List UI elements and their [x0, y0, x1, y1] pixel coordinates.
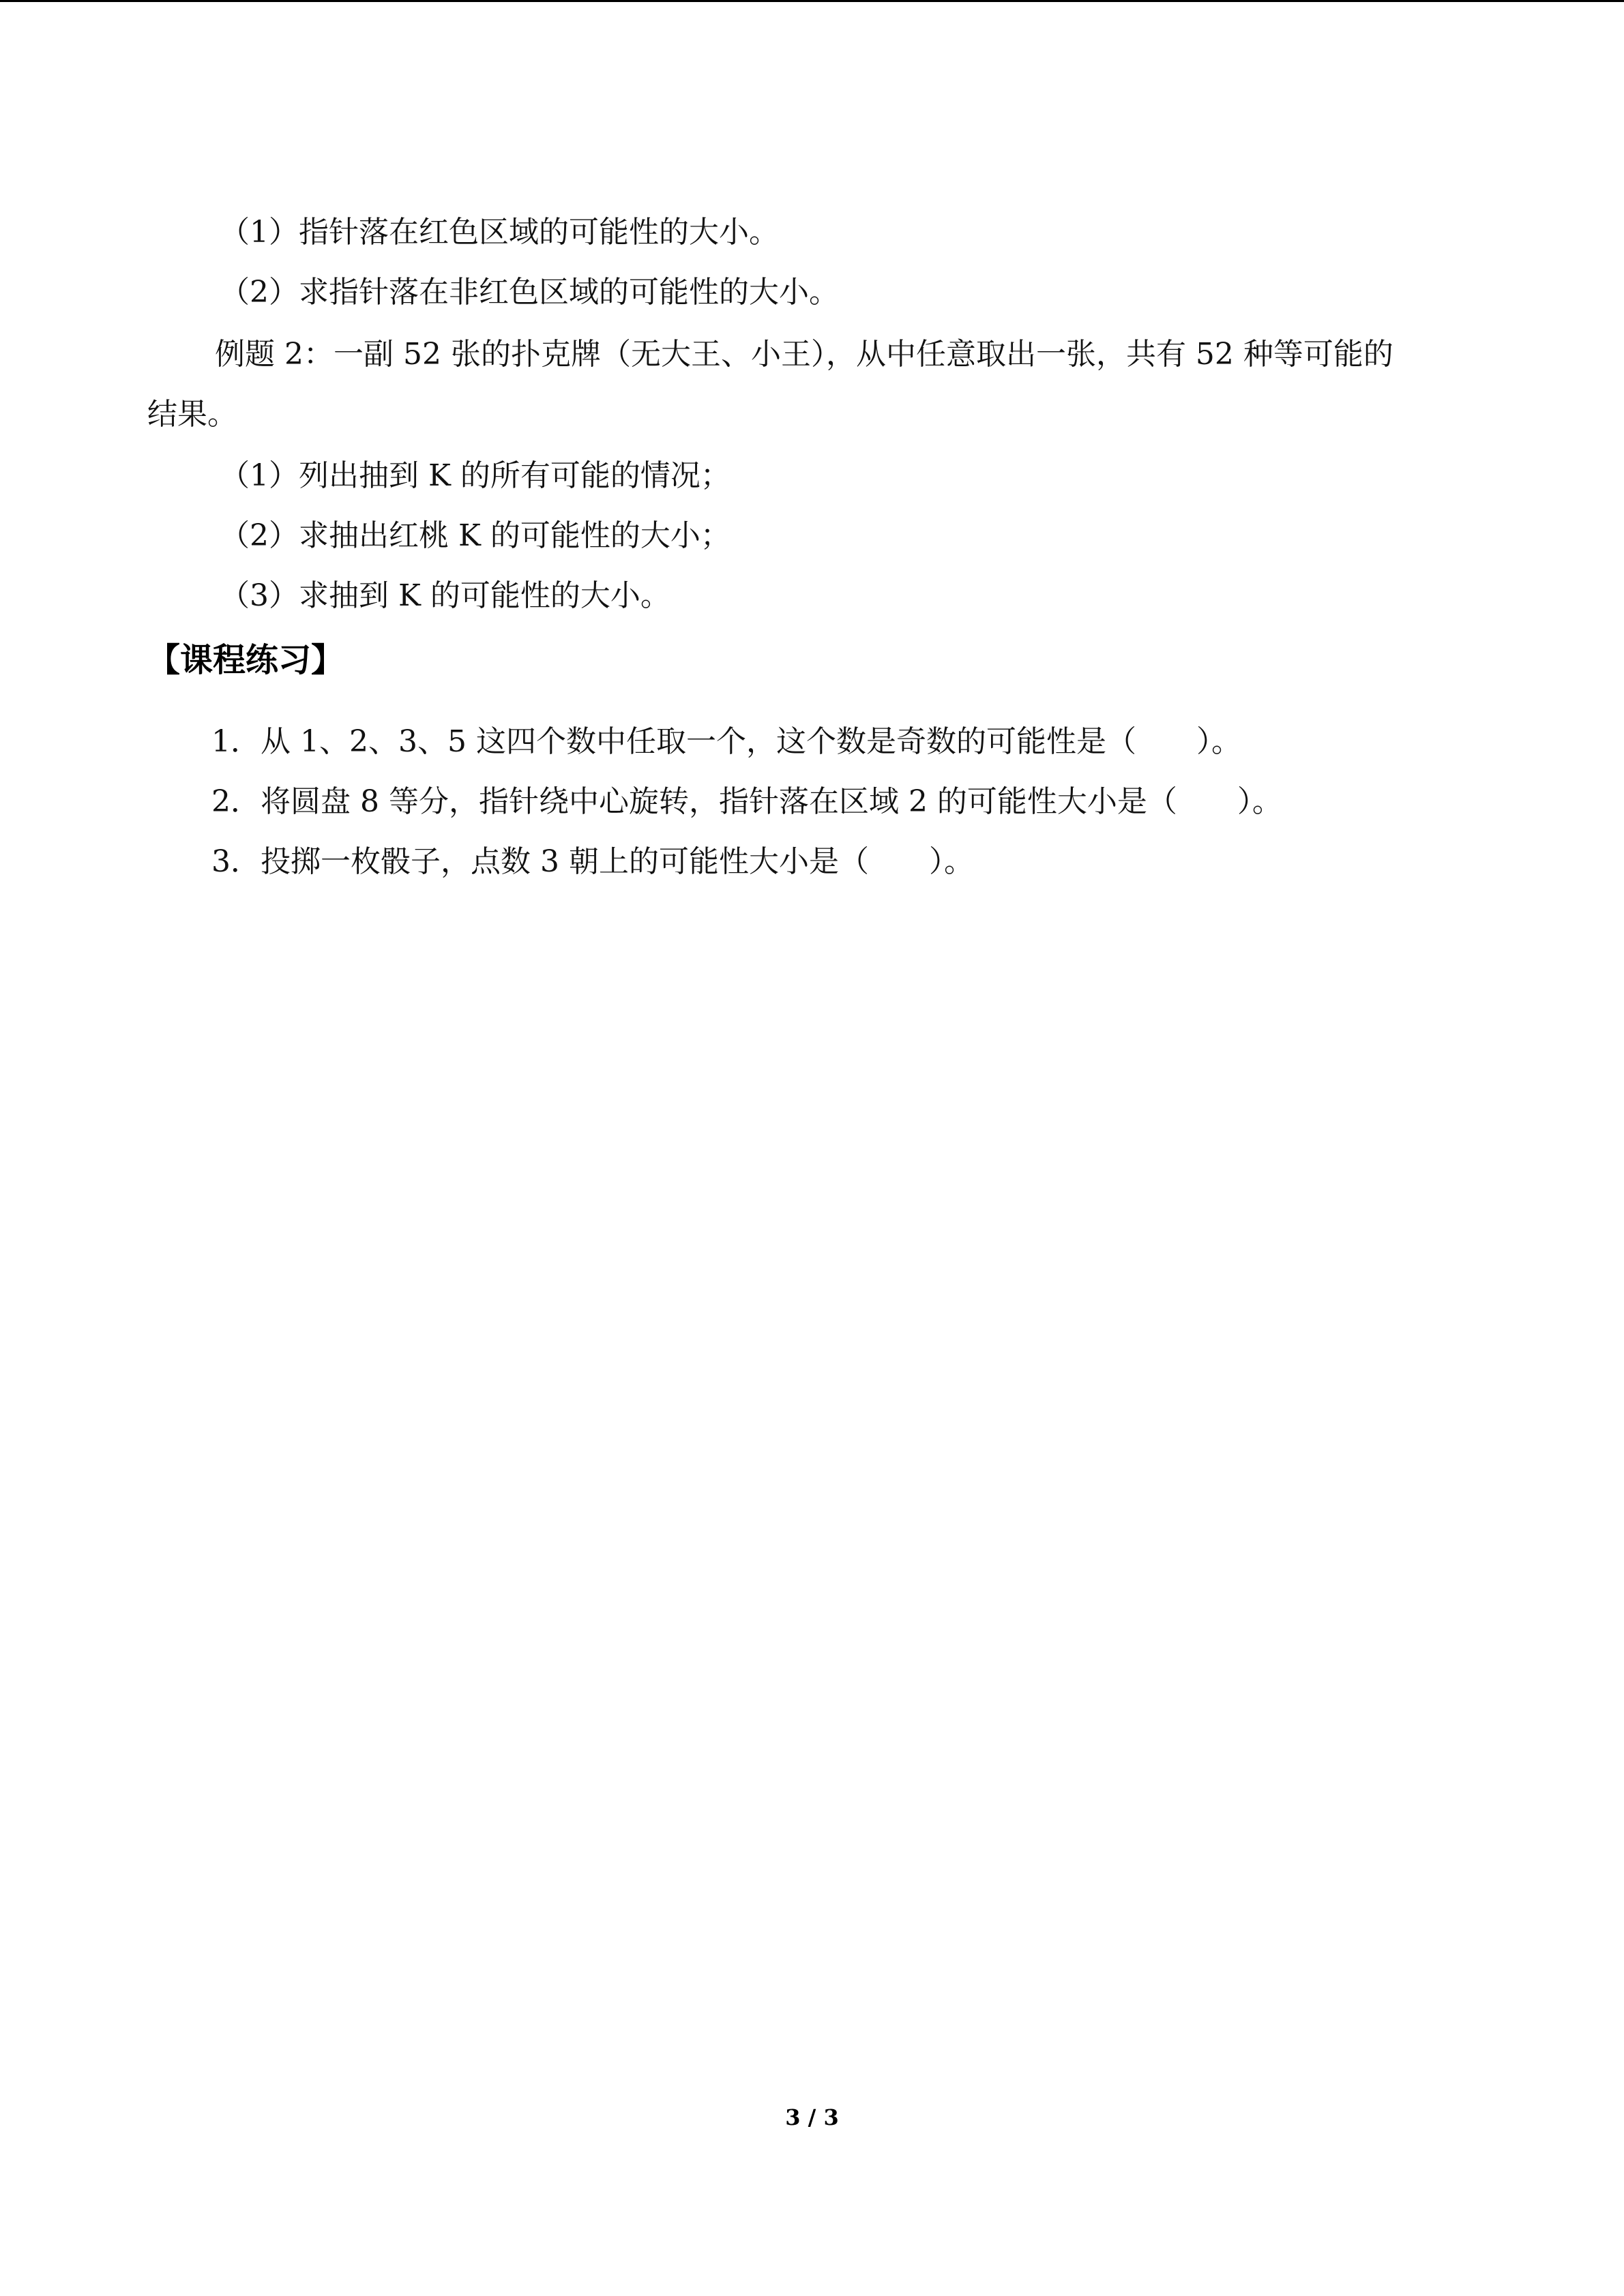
section-heading-course-exercises: 【课程练习】: [147, 641, 344, 679]
top-border-rule: [0, 0, 1624, 2]
example-2-question-2: （2）求抽出红桃 K 的可能性的大小；: [220, 518, 730, 553]
question-1-pointer-red: （1）指针落在红色区域的可能性的大小。: [220, 215, 779, 250]
exercise-3: 3．投掷一枚骰子，点数 3 朝上的可能性大小是（ ）。: [211, 844, 974, 879]
exercise-2: 2．将圆盘 8 等分，指针绕中心旋转，指针落在区域 2 的可能性大小是（ ）。: [211, 784, 1282, 819]
example-2-intro: 例题 2：一副 52 张的扑克牌（无大王、小王），从中任意取出一张，共有 52 种等可能的: [215, 337, 1393, 372]
example-2-intro-continued: 结果。: [147, 397, 237, 432]
exercise-1: 1．从 1、2、3、5 这四个数中任取一个，这个数是奇数的可能性是（ ）。: [211, 724, 1241, 759]
page-number: 3 / 3: [785, 2104, 839, 2130]
example-2-question-3: （3）求抽到 K 的可能性的大小。: [220, 578, 670, 613]
question-2-pointer-non-red: （2）求指针落在非红色区域的可能性的大小。: [220, 275, 839, 310]
example-2-question-1: （1）列出抽到 K 的所有可能的情况；: [220, 458, 730, 493]
